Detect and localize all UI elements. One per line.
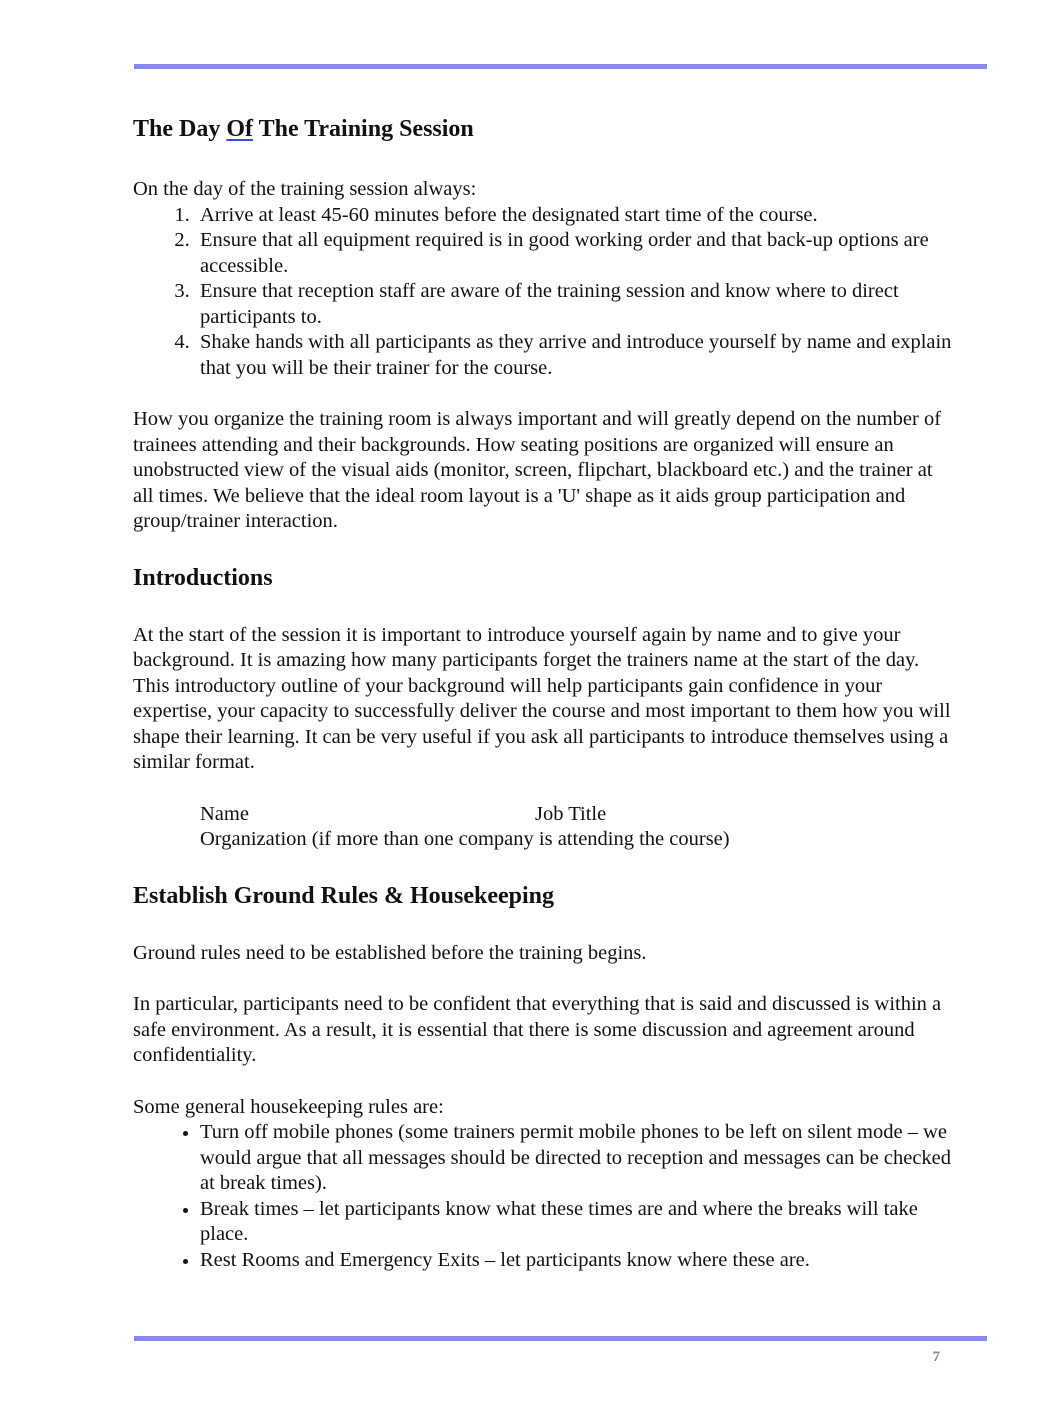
rule-item: • Break times – let participants know what these times are and where the breaks will take place. bbox=[200, 1197, 953, 1248]
step-item: 2. Ensure that all equipment required is in good working order and that back-up options are accessible. bbox=[200, 228, 953, 279]
rule-item: • Rest Rooms and Emergency Exits – let participants know where these are. bbox=[200, 1248, 953, 1274]
header-rule bbox=[134, 64, 987, 69]
rule-item: • Turn off mobile phones (some trainers permit mobile phones to be left on silent mode – we would argue that all messages should be directed to reception and messages can be checked at break times). bbox=[200, 1120, 953, 1197]
ground-rules-intro: Ground rules need to be established before the training begins. bbox=[133, 941, 647, 964]
section-title-ground-rules: Establish Ground Rules & Housekeeping bbox=[133, 882, 554, 909]
housekeeping-rules bbox=[133, 1120, 953, 1273]
page-content bbox=[133, 114, 953, 1273]
section-title-training-day: The Day Of The Training Session bbox=[133, 116, 474, 142]
step-item: 3. Ensure that reception staff are aware of the training session and know where to direct participants to. bbox=[200, 279, 953, 330]
training-day-intro: On the day of the training session always: bbox=[133, 178, 477, 200]
room-layout-paragraph: How you organize the training room is always important and will greatly depend on the number of trainees attending and their backgrounds. How seating positions are organized will ensure an unobstructed view of the visual aids (monitor, screen, flipchart, blackboard etc.) and the trainer at all times. We believe that the ideal room layout is a 'U' shape as it aids group participation and group/trainer interaction. bbox=[133, 408, 942, 532]
housekeeping-intro: Some general housekeeping rules are: bbox=[133, 1095, 444, 1118]
confidentiality-paragraph: In particular, participants need to be confident that everything that is said and discussed is within a safe environment. As a result, it is essential that there is some discussion and agreement around confidentiality. bbox=[133, 993, 942, 1066]
step-item: 4. Shake hands with all participants as they arrive and introduce yourself by name and explain that you will be their trainer for the course. bbox=[200, 330, 953, 381]
training-day-steps bbox=[133, 203, 953, 382]
field-job-title-label: Job Title bbox=[535, 802, 607, 825]
footer-rule bbox=[134, 1336, 987, 1341]
field-organization-label: Organization (if more than one company is attending the course) bbox=[200, 828, 730, 850]
title-underlined-word: Of bbox=[226, 116, 254, 142]
field-name-label: Name bbox=[200, 802, 249, 825]
page-number: 7 bbox=[932, 1349, 940, 1365]
section-title-introductions: Introductions bbox=[133, 564, 273, 591]
introduction-format bbox=[133, 802, 953, 853]
introductions-paragraph: At the start of the session it is important to introduce yourself again by name and to give your background. It is amazing how many participants forget the trainers name at the start of the day. This introductory outline of your background will help participants gain confidence in your expertise, your capacity to successfully deliver the course and most important to them how you will shape their learning. It can be very useful if you ask all participants to introduce themselves using a similar format. bbox=[133, 623, 951, 773]
step-item: 1. Arrive at least 45-60 minutes before the designated start time of the course. bbox=[200, 203, 953, 229]
